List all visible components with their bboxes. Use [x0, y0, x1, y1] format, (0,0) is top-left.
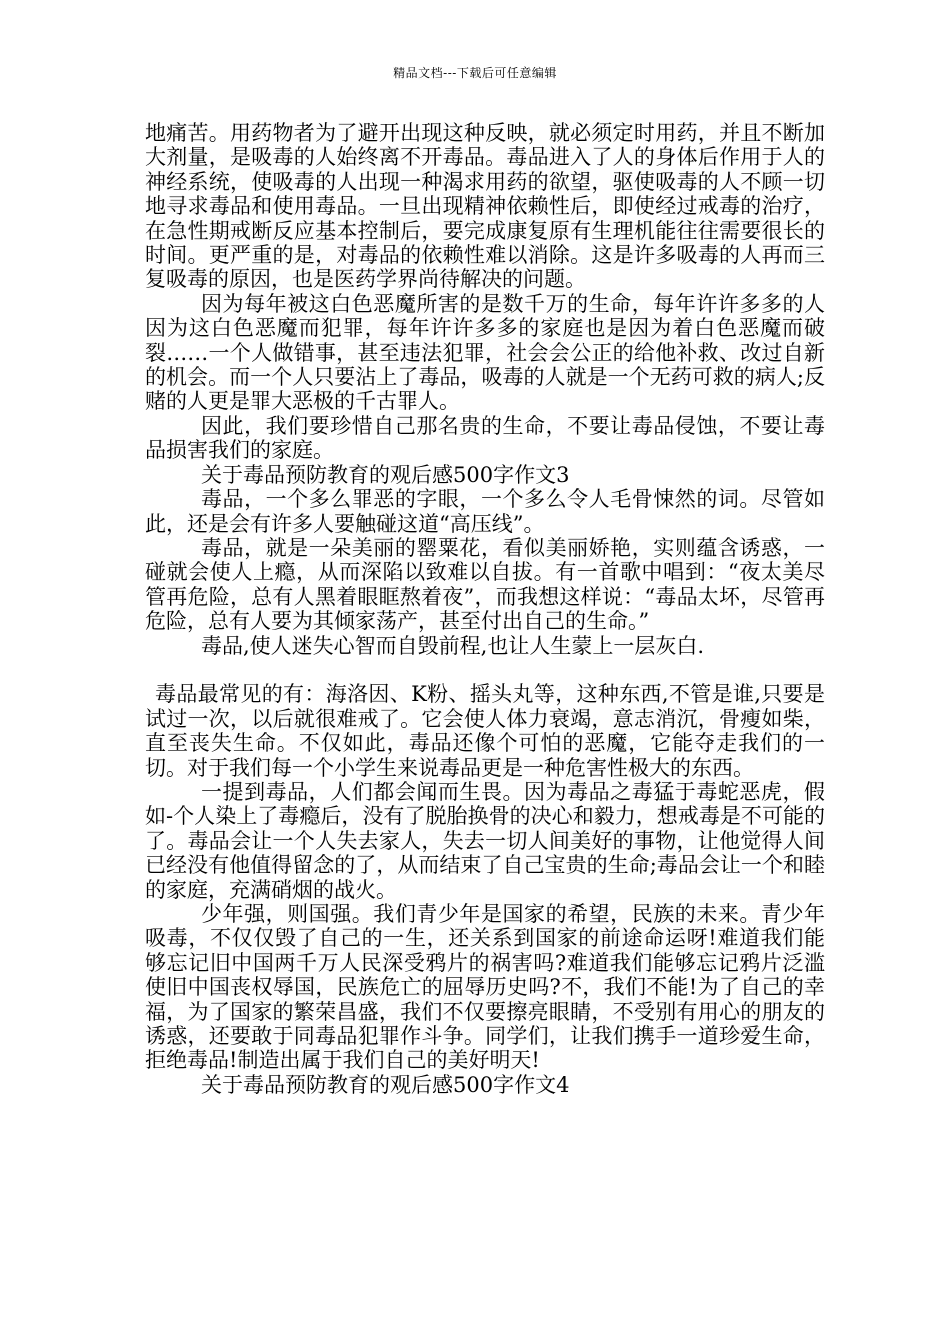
paragraph: 地痛苦。用药物者为了避开出现这种反映，就必须定时用药，并且不断加大剂量，是吸毒的人始终离不开毒品。毒品进入了人的身体后作用于人的神经系统，使吸毒的人出现一种渴求用药的欲望，驱使吸毒的人不顾一切地寻求毒品和使用毒品。一旦出现精神依赖性后，即使经过戒毒的治疗，在急性期戒断反应基本控制后，要完成康复原有生理机能往往需要很长的时间。更严重的是，对毒品的依赖性难以消除。这是许多吸毒的人再而三复吸毒的原因，也是医药学界尚待解决的问题。	[145, 121, 825, 292]
paragraph: 一提到毒品，人们都会闻而生畏。因为毒品之毒猛于毒蛇恶虎，假如-个人染上了毒瘾后，没有了脱胎换骨的决心和毅力，想戒毒是不可能的了。毒品会让一个人失去家人，失去一切人间美好的事物，让他觉得人间已经没有他值得留念的了，从而结束了自己宝贵的生命;毒品会让一个和睦的家庭，充满硝烟的战火。	[145, 779, 825, 902]
paragraph: 毒品，就是一朵美丽的罂粟花，看似美丽娇艳，实则蕴含诱惑，一碰就会使人上瘾，从而深陷以致难以自拔。有一首歌中唱到：“夜太美尽管再危险，总有人黑着眼眶熬着夜”，而我想这样说：“毒品太坏，尽管再危险，总有人要为其倾家荡产，甚至付出自己的生命。”	[145, 535, 825, 634]
document-body	[145, 121, 825, 1097]
paragraph: 因为每年被这白色恶魔所害的是数千万的生命，每年许许多多的人因为这白色恶魔而犯罪，每年许许多多的家庭也是因为着白色恶魔而破裂……一个人做错事，甚至违法犯罪，社会会公正的给他补救、改过自新的机会。而一个人只要沾上了毒品，吸毒的人就是一个无药可救的病人;反赌的人更是罪大恶极的千古罪人。	[145, 291, 825, 414]
paragraph: 毒品,使人迷失心智而自毁前程,也让人生蒙上一层灰白.	[201, 633, 705, 658]
section-heading: 关于毒品预防教育的观后感500字作文3	[201, 462, 570, 487]
paragraph: 毒品，一个多么罪恶的字眼，一个多么令人毛骨悚然的词。尽管如此，还是会有许多人要触碰这道“高压线”。	[145, 487, 825, 536]
paragraph: 毒品最常见的有：海洛因、K粉、摇头丸等，这种东西,不管是谁,只要是试过一次，以后就很难戒了。它会使人体力衰竭，意志消沉，骨瘦如柴，直至丧失生命。不仅如此，毒品还像个可怕的恶魔，它能夺走我们的一切。对于我们每一个小学生来说毒品更是一种危害性极大的东西。	[145, 682, 825, 780]
page-header: 精品文档---下载后可任意编辑	[393, 66, 557, 80]
paragraph: 因此，我们要珍惜自己那名贵的生命，不要让毒品侵蚀，不要让毒品损害我们的家庭。	[145, 413, 825, 463]
paragraph: 少年强，则国强。我们青少年是国家的希望，民族的未来。青少年吸毒，不仅仅毁了自己的一生，还关系到国家的前途命运呀!难道我们能够忘记旧中国两千万人民深受鸦片的祸害吗?难道我们能够忘记鸦片泛滥使旧中国丧权辱国，民族危亡的屈辱历史吗?不，我们不能!为了自己的幸福，为了国家的繁荣昌盛，我们不仅要擦亮眼睛，不受别有用心的朋友的诱惑，还要敢于同毒品犯罪作斗争。同学们，让我们携手一道珍爱生命，拒绝毒品!制造出属于我们自己的美好明天!	[145, 901, 825, 1073]
blank-line	[145, 658, 825, 682]
section-heading: 关于毒品预防教育的观后感500字作文4	[201, 1072, 570, 1097]
